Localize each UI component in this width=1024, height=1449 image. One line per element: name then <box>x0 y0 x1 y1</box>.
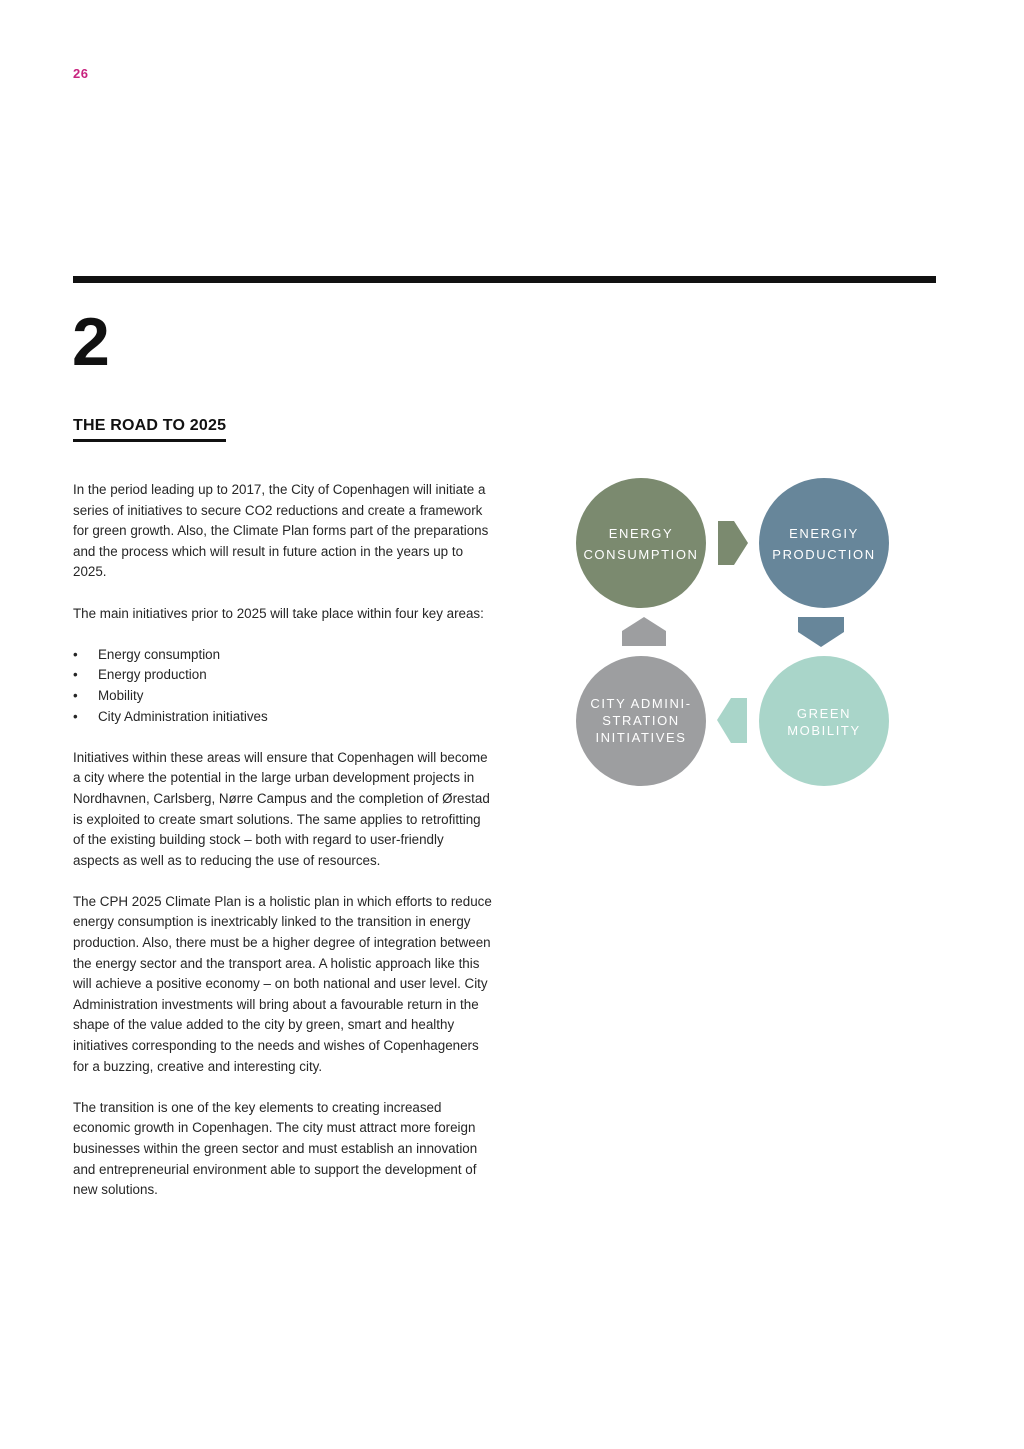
page-number: 26 <box>73 66 89 81</box>
four-areas-cycle-diagram <box>560 470 900 800</box>
key-areas-list <box>73 645 493 727</box>
arrow-left-icon <box>717 698 747 743</box>
list-item: • Mobility <box>73 686 493 707</box>
energy-production-label-line1: ENERGIY <box>789 526 859 541</box>
energy-consumption-label-line1: ENERGY <box>608 526 674 541</box>
arrow-down-icon <box>798 617 844 647</box>
paragraph-key-areas-intro: The main initiatives prior to 2025 will take place within four key areas: <box>73 605 484 621</box>
list-item: • Energy consumption <box>73 645 493 666</box>
paragraph-economic-growth: The transition is one of the key elements to creating increased economic growth in Copenhagen. The city must attract more foreign businesses within the green sector and must establish an innovation and entrepreneurial environment able to support the development of new solutions. <box>73 1099 478 1198</box>
green-mobility-label-line2: MOBILITY <box>787 723 861 738</box>
city-admin-label-line1: CITY ADMINI- <box>590 696 692 711</box>
section-title: THE ROAD TO 2025 <box>73 417 226 442</box>
paragraph-holistic-plan: The CPH 2025 Climate Plan is a holistic plan in which efforts to reduce energy consumption is inextricably linked to the transition in energy production. Also, there must be a higher degree of integration between the energy sector and the transport area. A holistic approach like this will achieve a positive economy – on both national and user level. City Administration investments will bring about a favourable return in the shape of the value added to the city by green, smart and healthy initiatives corresponding to the needs and wishes of Copenhageners for a buzzing, creative and interesting city. <box>73 893 492 1074</box>
arrow-up-icon <box>622 617 666 646</box>
energy-consumption-circle <box>576 478 706 608</box>
arrow-right-icon <box>718 521 748 565</box>
energy-production-label-line2: PRODUCTION <box>772 547 876 562</box>
chapter-number: 2 <box>72 304 110 380</box>
paragraph-urban-development: Initiatives within these areas will ensure that Copenhagen will become a city where the potential in the large urban development projects in Nordhavnen, Carlsberg, Nørre Campus and the completion of Ørestad is exploited to create smart solutions. The same applies to retrofitting of the existing building stock – both with regard to user-friendly aspects as well as to reducing the use of resources. <box>73 749 490 868</box>
top-rule-divider <box>73 276 936 283</box>
city-admin-label-line2: STRATION <box>602 713 680 728</box>
energy-production-circle <box>759 478 889 608</box>
body-text <box>73 480 493 1221</box>
energy-consumption-label-line2: CONSUMPTION <box>583 547 699 562</box>
green-mobility-circle <box>759 656 889 786</box>
list-item: • City Administration initiatives <box>73 707 493 728</box>
city-admin-label-line3: INITIATIVES <box>595 730 687 745</box>
paragraph-intro: In the period leading up to 2017, the City of Copenhagen will initiate a series of initiatives to secure CO2 reductions and create a framework for green growth. Also, the Climate Plan forms part of the preparations and the process which will result in future action in the years up to 2025. <box>73 482 489 580</box>
list-item: • Energy production <box>73 665 493 686</box>
green-mobility-label-line1: GREEN <box>796 706 852 721</box>
